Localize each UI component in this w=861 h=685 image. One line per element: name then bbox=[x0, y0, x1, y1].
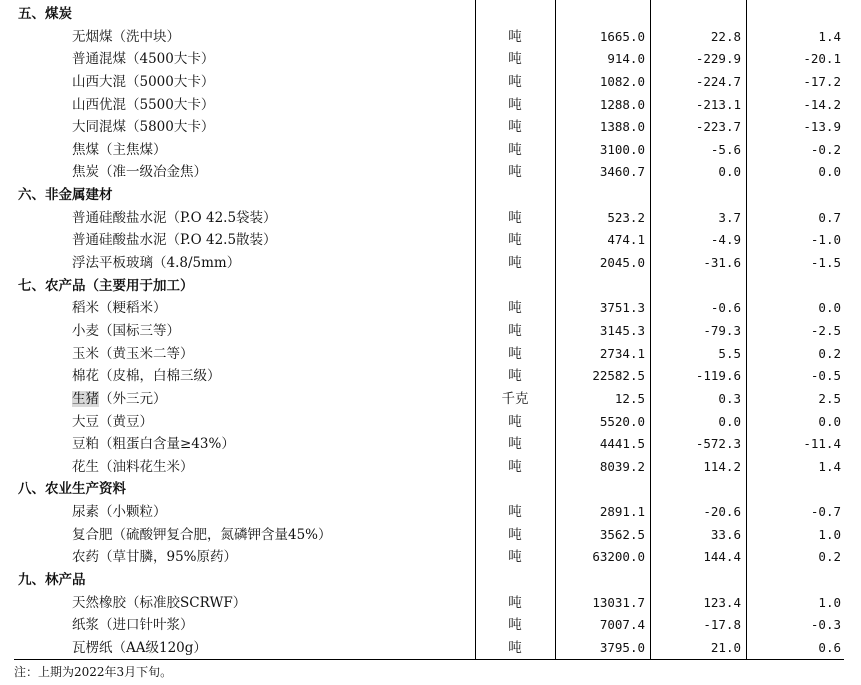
product-name: 浮法平板玻璃（4.8/5mm） bbox=[72, 255, 241, 272]
table-row bbox=[0, 388, 861, 411]
selected-text: 生猪 bbox=[72, 390, 99, 407]
percent-change-cell: -1.5 bbox=[810, 255, 841, 271]
percent-change-cell: 0.0 bbox=[818, 300, 841, 316]
percent-change-cell: -14.2 bbox=[803, 96, 841, 112]
percent-change-cell: 1.4 bbox=[818, 28, 841, 44]
change-cell: -5.6 bbox=[710, 141, 741, 157]
change-cell: -229.9 bbox=[695, 51, 741, 67]
unit-cell: 千克 bbox=[501, 390, 529, 407]
price-cell: 3145.3 bbox=[599, 322, 645, 338]
change-cell: -17.8 bbox=[703, 617, 741, 633]
product-name: 焦炭（准一级冶金焦） bbox=[72, 164, 207, 181]
change-cell: -31.6 bbox=[703, 255, 741, 271]
percent-change-cell: -1.0 bbox=[810, 232, 841, 248]
table-row bbox=[0, 139, 861, 162]
change-cell: -79.3 bbox=[703, 322, 741, 338]
change-cell: -572.3 bbox=[695, 436, 741, 452]
table-row bbox=[0, 161, 861, 184]
table-row bbox=[0, 297, 861, 320]
change-cell: -0.6 bbox=[710, 300, 741, 316]
percent-change-cell: -17.2 bbox=[803, 73, 841, 89]
price-cell: 3751.3 bbox=[599, 300, 645, 316]
percent-change-cell: 0.0 bbox=[818, 413, 841, 429]
price-cell: 12.5 bbox=[614, 390, 645, 406]
price-cell: 2045.0 bbox=[599, 255, 645, 271]
price-table bbox=[0, 3, 861, 660]
unit-cell: 吨 bbox=[508, 345, 522, 362]
table-row bbox=[0, 501, 861, 524]
price-cell: 5520.0 bbox=[599, 413, 645, 429]
percent-change-cell: 0.6 bbox=[818, 639, 841, 655]
change-cell: -4.9 bbox=[710, 232, 741, 248]
table-row bbox=[0, 524, 861, 547]
table-row bbox=[0, 26, 861, 49]
table-row bbox=[0, 94, 861, 117]
unit-cell: 吨 bbox=[508, 526, 522, 543]
price-cell: 2891.1 bbox=[599, 504, 645, 520]
unit-cell: 吨 bbox=[508, 436, 522, 453]
change-cell: -213.1 bbox=[695, 96, 741, 112]
percent-change-cell: 1.0 bbox=[818, 594, 841, 610]
percent-change-cell: 2.5 bbox=[818, 390, 841, 406]
product-name: 山西优混（5500大卡） bbox=[72, 96, 215, 113]
product-name: 普通混煤（4500大卡） bbox=[72, 51, 215, 68]
product-name: 豆粕（粗蛋白含量≥43%） bbox=[72, 436, 235, 453]
unit-cell: 吨 bbox=[508, 549, 522, 566]
unit-cell: 吨 bbox=[508, 594, 522, 611]
product-name: 尿素（小颗粒） bbox=[72, 504, 167, 521]
unit-cell: 吨 bbox=[508, 413, 522, 430]
footnote: 注：上期为2022年3月下旬。 bbox=[14, 665, 173, 679]
product-name: 复合肥（硫酸钾复合肥，氮磷钾含量45%） bbox=[72, 526, 332, 543]
table-row bbox=[0, 116, 861, 139]
price-cell: 2734.1 bbox=[599, 345, 645, 361]
product-name: 玉米（黄玉米二等） bbox=[72, 345, 194, 362]
unit-cell: 吨 bbox=[508, 141, 522, 158]
unit-cell: 吨 bbox=[508, 458, 522, 475]
table-bottom-rule bbox=[14, 659, 844, 660]
unit-cell: 吨 bbox=[508, 255, 522, 272]
category-row bbox=[0, 275, 861, 298]
price-cell: 3562.5 bbox=[599, 526, 645, 542]
product-name: 小麦（国标三等） bbox=[72, 322, 180, 339]
table-row bbox=[0, 546, 861, 569]
unit-cell: 吨 bbox=[508, 119, 522, 136]
percent-change-cell: -13.9 bbox=[803, 119, 841, 135]
product-name: 大同混煤（5800大卡） bbox=[72, 119, 215, 136]
change-cell: 114.2 bbox=[703, 458, 741, 474]
unit-cell: 吨 bbox=[508, 232, 522, 249]
table-row bbox=[0, 229, 861, 252]
unit-cell: 吨 bbox=[508, 209, 522, 226]
unit-cell: 吨 bbox=[508, 73, 522, 90]
product-name: 大豆（黄豆） bbox=[72, 413, 153, 430]
percent-change-cell: 1.4 bbox=[818, 458, 841, 474]
product-name: 花生（油料花生米） bbox=[72, 458, 194, 475]
unit-cell: 吨 bbox=[508, 617, 522, 634]
change-cell: 0.3 bbox=[718, 390, 741, 406]
price-cell: 1388.0 bbox=[599, 119, 645, 135]
product-name: 天然橡胶（标准胶SCRWF） bbox=[72, 594, 247, 611]
product-name: 山西大混（5000大卡） bbox=[72, 73, 215, 90]
category-label: 六、非金属建材 bbox=[18, 187, 113, 204]
category-row bbox=[0, 3, 861, 26]
table-row bbox=[0, 614, 861, 637]
table-row bbox=[0, 433, 861, 456]
percent-change-cell: 0.2 bbox=[818, 549, 841, 565]
product-name: 焦煤（主焦煤） bbox=[72, 141, 167, 158]
product-name bbox=[72, 388, 167, 411]
change-cell: -119.6 bbox=[695, 368, 741, 384]
price-cell: 523.2 bbox=[607, 209, 645, 225]
table-row bbox=[0, 637, 861, 660]
percent-change-cell: -20.1 bbox=[803, 51, 841, 67]
unit-cell: 吨 bbox=[508, 96, 522, 113]
unit-cell: 吨 bbox=[508, 322, 522, 339]
unit-cell: 吨 bbox=[508, 639, 522, 656]
percent-change-cell: 0.0 bbox=[818, 164, 841, 180]
unit-cell: 吨 bbox=[508, 164, 522, 181]
category-row bbox=[0, 478, 861, 501]
product-name: 稻米（粳稻米） bbox=[72, 300, 167, 317]
unit-cell: 吨 bbox=[508, 28, 522, 45]
percent-change-cell: -0.2 bbox=[810, 141, 841, 157]
change-cell: -223.7 bbox=[695, 119, 741, 135]
price-cell: 914.0 bbox=[607, 51, 645, 67]
percent-change-cell: 0.7 bbox=[818, 209, 841, 225]
price-cell: 1288.0 bbox=[599, 96, 645, 112]
change-cell: 5.5 bbox=[718, 345, 741, 361]
category-row bbox=[0, 569, 861, 592]
table-row bbox=[0, 456, 861, 479]
table-row bbox=[0, 71, 861, 94]
category-label: 五、煤炭 bbox=[18, 6, 72, 22]
category-label: 八、农业生产资料 bbox=[18, 481, 126, 498]
unit-cell: 吨 bbox=[508, 300, 522, 317]
table-row bbox=[0, 343, 861, 366]
product-name: 农药（草甘膦，95%原药） bbox=[72, 549, 238, 566]
percent-change-cell: 1.0 bbox=[818, 526, 841, 542]
product-name: 普通硅酸盐水泥（P.O 42.5袋装） bbox=[72, 209, 277, 226]
table-row bbox=[0, 365, 861, 388]
product-spec: （外三元） bbox=[99, 390, 167, 407]
price-cell: 3100.0 bbox=[599, 141, 645, 157]
price-cell: 1665.0 bbox=[599, 28, 645, 44]
category-label: 九、林产品 bbox=[18, 572, 86, 589]
change-cell: 144.4 bbox=[703, 549, 741, 565]
unit-cell: 吨 bbox=[508, 504, 522, 521]
price-cell: 3460.7 bbox=[599, 164, 645, 180]
percent-change-cell: -0.7 bbox=[810, 504, 841, 520]
table-row bbox=[0, 207, 861, 230]
table-row bbox=[0, 592, 861, 615]
change-cell: -224.7 bbox=[695, 73, 741, 89]
change-cell: 123.4 bbox=[703, 594, 741, 610]
change-cell: 21.0 bbox=[710, 639, 741, 655]
price-cell: 1082.0 bbox=[599, 73, 645, 89]
product-name: 无烟煤（洗中块） bbox=[72, 28, 180, 45]
unit-cell: 吨 bbox=[508, 51, 522, 68]
product-name: 瓦楞纸（AA级120g） bbox=[72, 639, 207, 656]
change-cell: 0.0 bbox=[718, 413, 741, 429]
change-cell: 3.7 bbox=[718, 209, 741, 225]
percent-change-cell: -2.5 bbox=[810, 322, 841, 338]
percent-change-cell: 0.2 bbox=[818, 345, 841, 361]
table-row bbox=[0, 411, 861, 434]
table-row bbox=[0, 48, 861, 71]
table-row bbox=[0, 252, 861, 275]
price-cell: 7007.4 bbox=[599, 617, 645, 633]
price-cell: 8039.2 bbox=[599, 458, 645, 474]
percent-change-cell: -0.5 bbox=[810, 368, 841, 384]
price-cell: 22582.5 bbox=[592, 368, 645, 384]
category-label: 七、农产品（主要用于加工） bbox=[18, 277, 194, 294]
product-name: 纸浆（进口针叶浆） bbox=[72, 617, 194, 634]
product-name: 普通硅酸盐水泥（P.O 42.5散装） bbox=[72, 232, 277, 249]
percent-change-cell: -11.4 bbox=[803, 436, 841, 452]
change-cell: 0.0 bbox=[718, 164, 741, 180]
percent-change-cell: -0.3 bbox=[810, 617, 841, 633]
unit-cell: 吨 bbox=[508, 368, 522, 385]
table-row bbox=[0, 320, 861, 343]
price-cell: 3795.0 bbox=[599, 639, 645, 655]
price-cell: 63200.0 bbox=[592, 549, 645, 565]
price-cell: 4441.5 bbox=[599, 436, 645, 452]
price-cell: 474.1 bbox=[607, 232, 645, 248]
price-cell: 13031.7 bbox=[592, 594, 645, 610]
category-row bbox=[0, 184, 861, 207]
change-cell: 33.6 bbox=[710, 526, 741, 542]
change-cell: 22.8 bbox=[710, 28, 741, 44]
product-name: 棉花（皮棉，白棉三级） bbox=[72, 368, 221, 385]
change-cell: -20.6 bbox=[703, 504, 741, 520]
